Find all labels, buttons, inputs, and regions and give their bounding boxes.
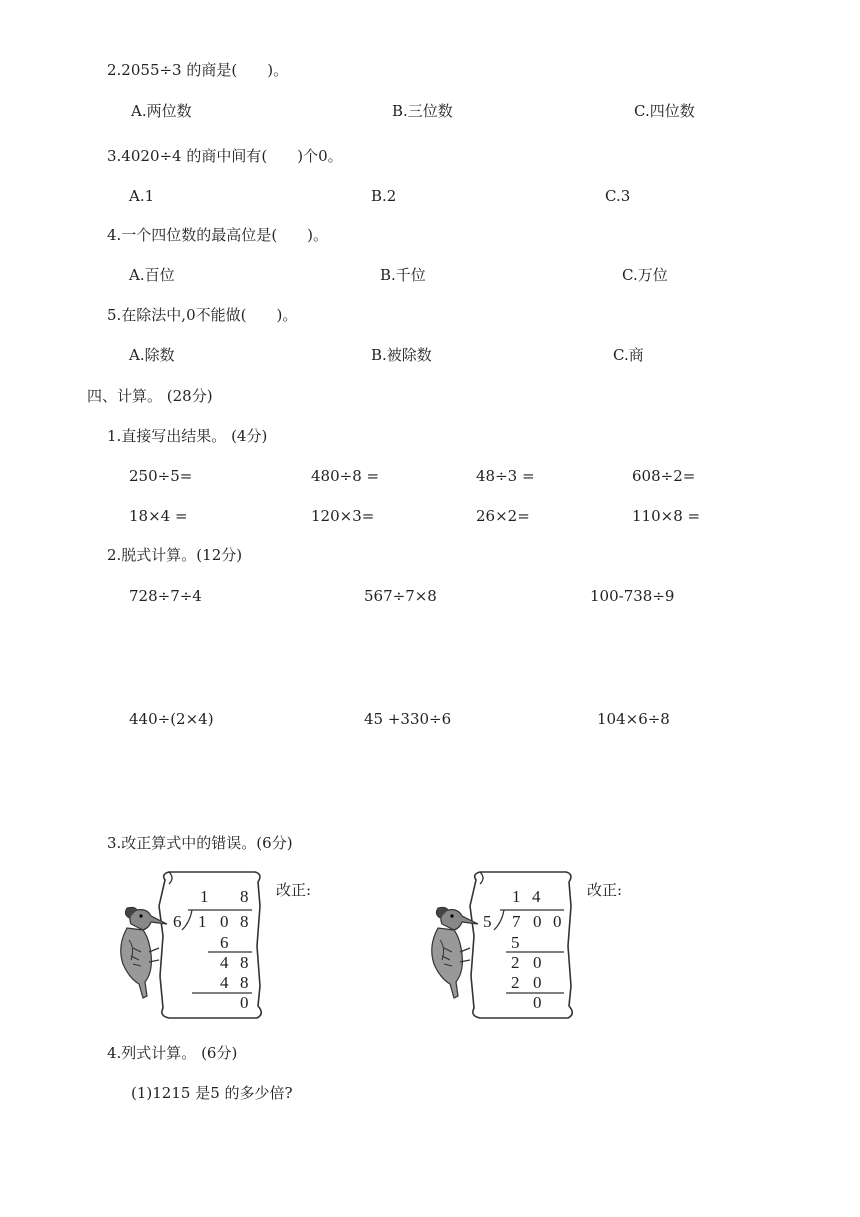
right-dividend-digit: 0 (533, 912, 542, 931)
oral-calc-item: 120×3= (311, 507, 375, 525)
oral-calc-item: 250÷5= (129, 467, 193, 485)
q4-option-b[interactable]: B.千位 (380, 266, 426, 284)
q2-option-c[interactable]: C.四位数 (634, 102, 695, 120)
left-divisor: 6 (173, 912, 182, 931)
oral-calc-item: 18×4 = (129, 507, 188, 525)
q3-option-b[interactable]: B.2 (371, 187, 397, 205)
left-step-digit: 8 (240, 953, 249, 972)
left-quotient-digit: 1 (200, 887, 209, 906)
q4-option-a[interactable]: A.百位 (129, 266, 175, 284)
stepwise-calc-item: 104×6÷8 (597, 710, 670, 728)
left-step-digit: 4 (220, 973, 229, 992)
right-division-lines (480, 906, 570, 1006)
q5-option-b[interactable]: B.被除数 (371, 346, 432, 364)
part-1-title: 1.直接写出结果。 (4分) (107, 427, 268, 445)
right-step-digit: 2 (511, 973, 520, 992)
q3-option-c[interactable]: C.3 (605, 187, 631, 205)
q4-stem: 4.一个四位数的最高位是( )。 (107, 226, 329, 244)
q4-option-c[interactable]: C.万位 (622, 266, 668, 284)
stepwise-calc-item: 45 +330÷6 (364, 710, 452, 728)
right-correction-label: 改正: (587, 881, 623, 899)
q2-option-a[interactable]: A.两位数 (131, 102, 192, 120)
part-2-title: 2.脱式计算。(12分) (107, 546, 243, 564)
q5-option-c[interactable]: C.商 (613, 346, 644, 364)
q5-option-a[interactable]: A.除数 (129, 346, 175, 364)
oral-calc-item: 480÷8 = (311, 467, 380, 485)
oral-calc-item: 48÷3 = (476, 467, 535, 485)
left-dividend-digit: 1 (198, 912, 207, 931)
part-4-title: 4.列式计算。 (6分) (107, 1044, 238, 1062)
right-quotient-digit: 4 (532, 887, 541, 906)
left-step-digit: 4 (220, 953, 229, 972)
oral-calc-item: 608÷2= (632, 467, 696, 485)
q2-option-b[interactable]: B.三位数 (392, 102, 453, 120)
section-4-title: 四、计算。 (28分) (87, 387, 213, 405)
word-problem-1: (1)1215 是5 的多少倍? (131, 1084, 293, 1102)
q3-option-a[interactable]: A.1 (129, 187, 155, 205)
left-step-digit: 8 (240, 973, 249, 992)
left-remainder: 0 (240, 993, 249, 1012)
right-remainder: 0 (533, 993, 542, 1012)
stepwise-calc-item: 440÷(2×4) (129, 710, 214, 728)
right-step-digit: 0 (533, 953, 542, 972)
left-correction-label: 改正: (276, 881, 312, 899)
part-3-title: 3.改正算式中的错误。(6分) (107, 834, 293, 852)
right-dividend-digit: 7 (512, 912, 521, 931)
left-quotient-digit: 8 (240, 887, 249, 906)
right-step-digit: 2 (511, 953, 520, 972)
oral-calc-item: 26×2= (476, 507, 530, 525)
stepwise-calc-item: 728÷7÷4 (129, 587, 202, 605)
q3-stem: 3.4020÷4 的商中间有( )个0。 (107, 147, 343, 165)
left-step-digit: 6 (220, 933, 229, 952)
q5-stem: 5.在除法中,0不能做( )。 (107, 306, 298, 324)
left-division-lines (170, 906, 260, 1006)
left-dividend-digit: 8 (240, 912, 249, 931)
right-dividend-digit: 0 (553, 912, 562, 931)
q2-stem: 2.2055÷3 的商是( )。 (107, 61, 289, 79)
right-quotient-digit: 1 (512, 887, 521, 906)
stepwise-calc-item: 567÷7×8 (364, 587, 437, 605)
right-divisor: 5 (483, 912, 492, 931)
stepwise-calc-item: 100-738÷9 (590, 587, 675, 605)
left-dividend-digit: 0 (220, 912, 229, 931)
right-step-digit: 0 (533, 973, 542, 992)
right-step-digit: 5 (511, 933, 520, 952)
oral-calc-item: 110×8 = (632, 507, 701, 525)
